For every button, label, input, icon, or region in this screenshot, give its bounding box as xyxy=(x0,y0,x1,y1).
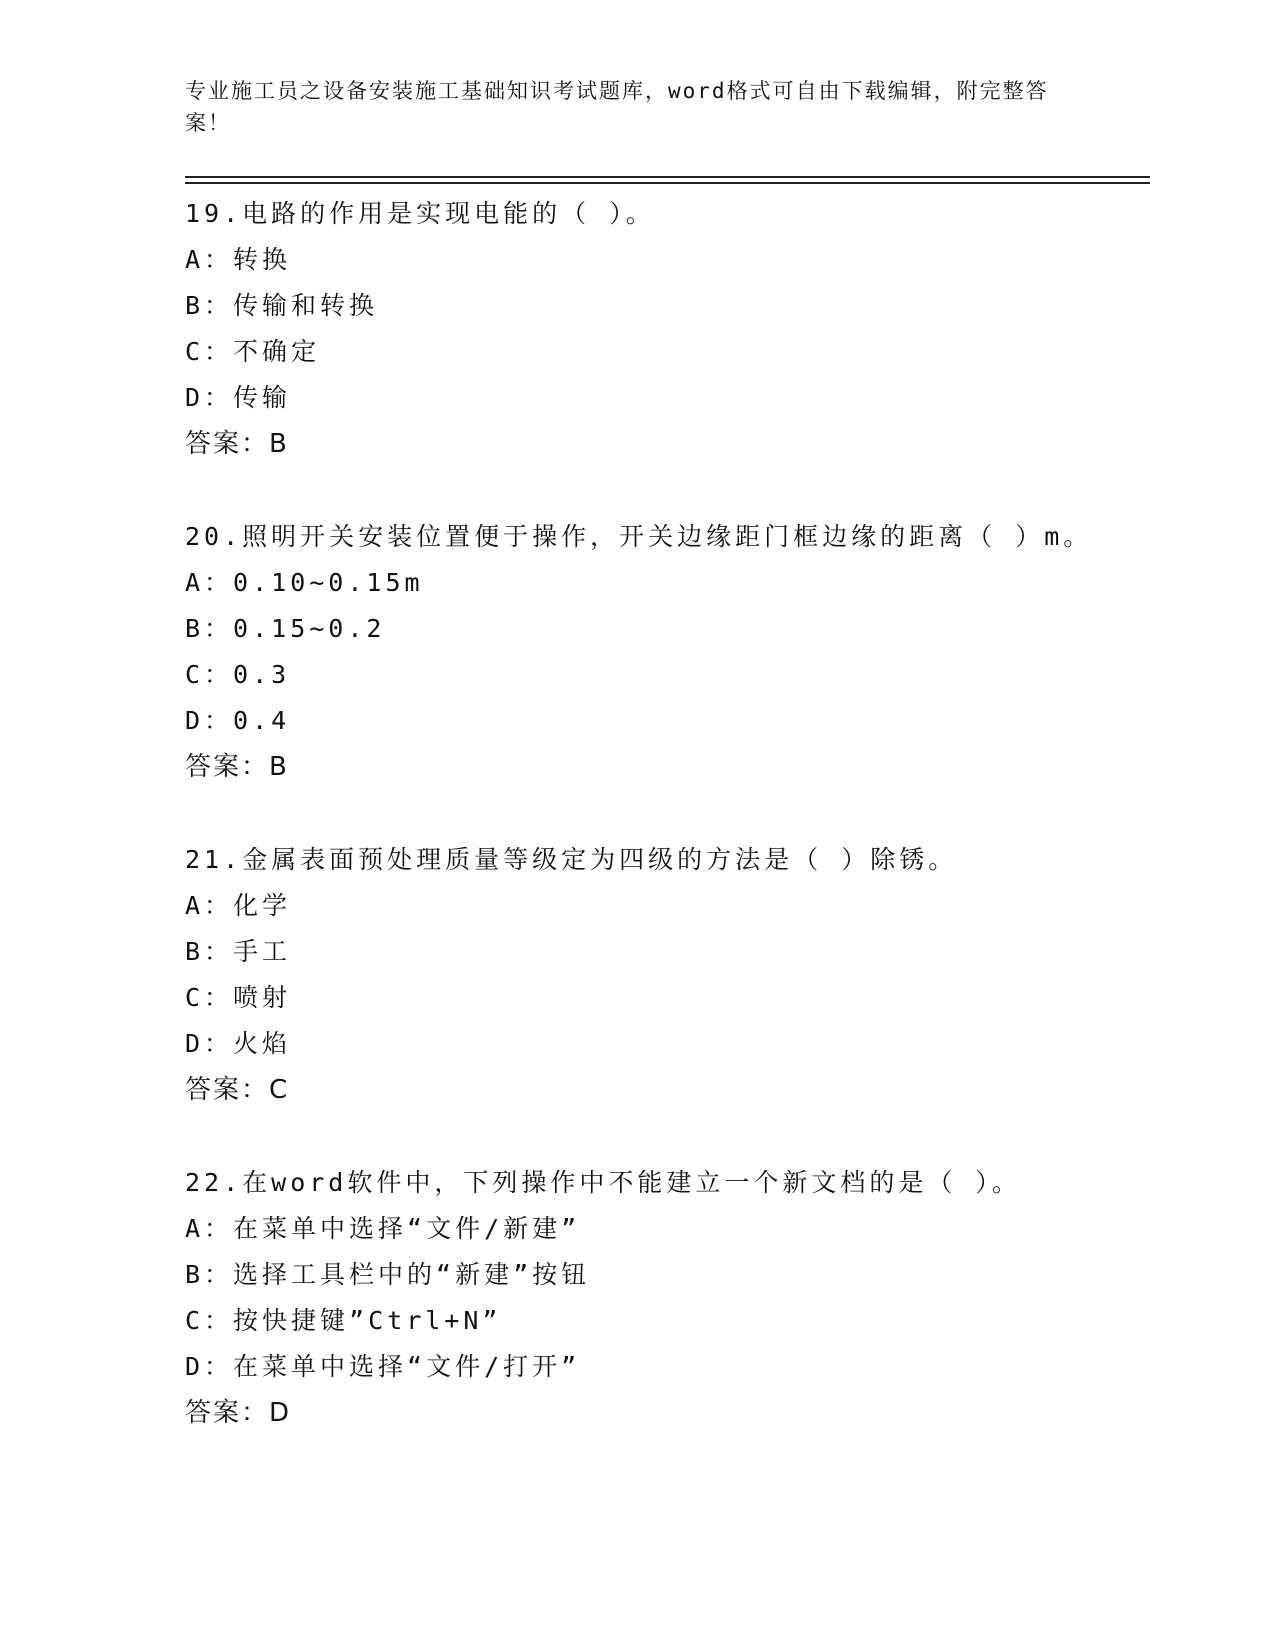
option-b: B：选择工具栏中的“新建”按钮 xyxy=(185,1260,591,1289)
question-19 xyxy=(185,191,1145,467)
question-list xyxy=(185,191,1145,1483)
document-header xyxy=(185,75,1065,139)
question-stem: 21.金属表面预处理质量等级定为四级的方法是（ ）除锈。 xyxy=(185,845,958,874)
option-c: C：不确定 xyxy=(185,337,321,366)
header-text: 专业施工员之设备安装施工基础知识考试题库，word格式可自由下载编辑，附完整答案！ xyxy=(185,79,1049,135)
option-c: C：喷射 xyxy=(185,983,292,1012)
question-stem: 20.照明开关安装位置便于操作，开关边缘距门框边缘的距离（ ）m。 xyxy=(185,522,1093,551)
option-d: D：传输 xyxy=(185,383,292,412)
answer-line: 答案：C xyxy=(185,1075,290,1105)
option-a: A：化学 xyxy=(185,891,292,920)
option-b: B：传输和转换 xyxy=(185,291,379,320)
question-22 xyxy=(185,1160,1145,1436)
answer-line: 答案：D xyxy=(185,1398,292,1428)
option-c: C：0.3 xyxy=(185,660,291,689)
answer-line: 答案：B xyxy=(185,429,289,459)
option-d: D：0.4 xyxy=(185,706,291,735)
header-divider-top xyxy=(185,176,1150,178)
option-a: A：0.10~0.15m xyxy=(185,568,424,597)
option-b: B：0.15~0.2 xyxy=(185,614,386,643)
question-stem: 19.电路的作用是实现电能的（ ）。 xyxy=(185,199,655,228)
header-divider-bottom xyxy=(185,182,1150,184)
option-c: C：按快捷键”Ctrl+N” xyxy=(185,1306,502,1335)
option-d: D：火焰 xyxy=(185,1029,292,1058)
option-a: A：在菜单中选择“文件/新建” xyxy=(185,1214,581,1243)
option-a: A：转换 xyxy=(185,245,292,274)
question-21 xyxy=(185,837,1145,1113)
question-stem: 22.在word软件中，下列操作中不能建立一个新文档的是（ ）。 xyxy=(185,1168,1021,1197)
option-d: D：在菜单中选择“文件/打开” xyxy=(185,1352,581,1381)
answer-line: 答案：B xyxy=(185,752,289,782)
option-b: B：手工 xyxy=(185,937,292,966)
question-20 xyxy=(185,514,1145,790)
